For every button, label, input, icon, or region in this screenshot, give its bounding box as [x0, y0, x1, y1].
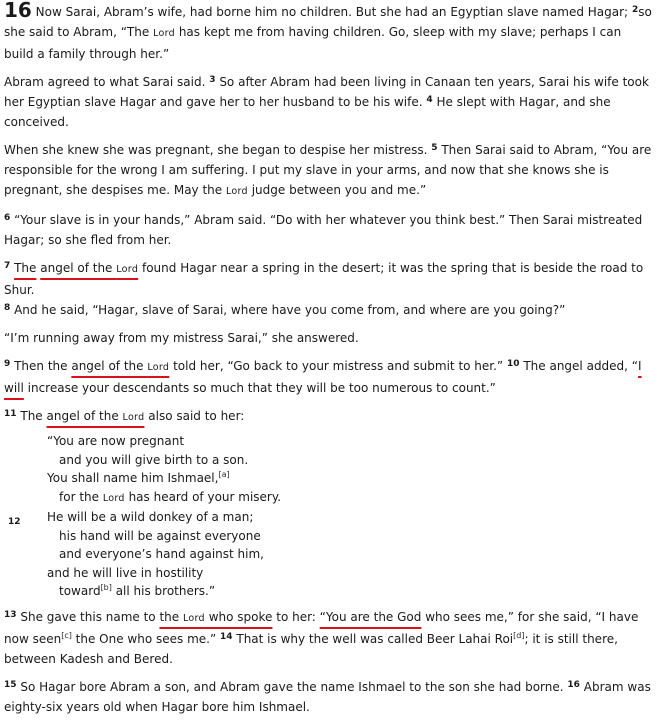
small-caps-lord: Lord — [102, 492, 125, 504]
paragraph-5 — [4, 258, 654, 320]
verse-4-text: He slept with Hagar, and she conceived. — [4, 95, 611, 129]
underlined-the: The — [14, 261, 37, 275]
underlined-angel-of-the-lord — [71, 359, 169, 373]
verse-number-12: 12 — [8, 517, 21, 527]
verse-5-text-cont: judge between you and me.” — [247, 183, 427, 197]
angel-of-the-text: angel of the — [46, 409, 123, 423]
paragraph-1 — [4, 0, 654, 64]
verse-number-6: 6 — [4, 213, 11, 223]
verse-1-text: Now Sarai, Abram’s wife, had borne him no children. But she had an Egyptian slave named Hagar; — [35, 5, 629, 19]
footnote-a-link[interactable]: [a] — [218, 470, 230, 479]
verse-14-text-cont: ; it is still there, between Kadesh and Bered. — [4, 631, 618, 666]
angel-of-the-text: angel of the — [71, 359, 148, 373]
verse-3-text: So after Abram had been living in Canaan ten years, Sarai his wife took her Egyptian slave Hagar and gave her to her husband to be his wife. — [4, 75, 649, 109]
poem-line-text: for the — [59, 489, 103, 504]
the-text: The — [20, 409, 43, 423]
verse-11-text: also said to her: — [144, 409, 245, 423]
poem-line: and he will live in hostility — [47, 565, 204, 580]
verse-15-text: So Hagar bore Abram a son, and Abram gave the name Ishmael to the son she had borne. — [20, 679, 564, 694]
poem-block — [4, 432, 654, 601]
verse-number-8: 8 — [4, 303, 11, 313]
verse-13-text-cont: who sees me,” for she said, “I have now seen — [4, 609, 639, 646]
paragraph-7 — [4, 356, 654, 398]
verse-10-text: The angel added, “ — [523, 359, 639, 373]
verse-4-end: When she knew she was pregnant, she began to despise her mistress. — [4, 143, 428, 157]
who-spoke-text: who spoke — [204, 609, 273, 624]
verse-7-text: found Hagar near a spring in the desert; it was the spring that is beside the road to Shur. — [4, 261, 644, 297]
poem-line: and everyone’s hand against him, — [59, 547, 264, 561]
poem-line — [4, 488, 654, 509]
verse-6-text: “Your slave is in your hands,” Abram said. “Do with her whatever you think best.” Then Sarai mistreated Hagar; so she fled from her. — [4, 213, 643, 247]
verse-number-16: 16 — [567, 679, 580, 690]
underlined-you-are-the-god: “You are the God — [319, 609, 422, 624]
chapter-number: 16 — [4, 0, 32, 22]
poem-line: “You are now pregnant — [47, 434, 185, 448]
small-caps-lord: Lord — [116, 264, 139, 275]
verse-10-text-cont: increase your descendants so much that they will be too numerous to count.” — [23, 381, 496, 395]
verse-number-11: 11 — [4, 409, 17, 419]
footnote-c-link[interactable]: [c] — [61, 630, 72, 640]
poem-line — [4, 469, 654, 488]
paragraph-9 — [4, 607, 654, 669]
poem-line: his hand will be against everyone — [59, 528, 261, 543]
verse-number-3: 3 — [209, 75, 216, 85]
paragraph-3 — [4, 140, 654, 202]
verse-number-13: 13 — [4, 609, 17, 620]
verse-2-text-cont: has kept me from having children. Go, sleep with my slave; perhaps I can build a family through her.” — [4, 25, 622, 61]
underlined-i-will: I will — [4, 359, 642, 395]
paragraph-6 — [4, 328, 654, 348]
poem-line-text: has heard of your misery. — [124, 489, 282, 504]
verse-number-7: 7 — [4, 261, 11, 271]
paragraph-2 — [4, 72, 654, 132]
small-caps-lord: Lord — [225, 186, 248, 197]
underlined-the-lord-who-spoke — [159, 610, 272, 624]
small-caps-lord: Lord — [122, 412, 145, 423]
verse-number-14: 14 — [220, 631, 233, 642]
poem-line-text: toward — [59, 584, 101, 598]
small-caps-lord: Lord — [182, 612, 205, 624]
underlined-angel-of-the-lord — [40, 261, 138, 275]
poem-line: He will be a wild donkey of a man; — [47, 510, 254, 524]
angel-of-the-text: angel of the — [40, 261, 117, 275]
paragraph-8 — [4, 406, 654, 428]
verse-13-end: the One who sees me.” — [71, 631, 217, 646]
verse-14-text: That is why the well was called Beer Lahai Roi — [236, 631, 514, 646]
verse-5-text: Then Sarai said to Abram, “You are responsible for the wrong I am suffering. I put my slave in your arms, and now that she knows she is pregnant, she despises me. May the — [4, 143, 652, 197]
verse-8-answer: “I’m running away from my mistress Sarai,” she answered. — [4, 331, 359, 345]
paragraph-10 — [4, 677, 654, 717]
verse-2-text: so she said to Abram, “The — [4, 5, 652, 39]
poem-line — [4, 582, 654, 601]
poem-line-text: all his brothers.” — [111, 584, 216, 598]
verse-16-text: Abram was eighty-six years old when Hagar bore him Ishmael. — [4, 679, 651, 714]
verse-9-text-cont: told her, “Go back to your mistress and submit to her.” — [169, 359, 504, 373]
small-caps-lord: Lord — [153, 28, 175, 39]
underlined-angel-of-the-lord — [47, 409, 145, 423]
verse-number-2: 2 — [631, 5, 639, 15]
poem-line-text: You shall name him Ishmael, — [47, 471, 219, 485]
footnote-b-link[interactable]: [b] — [100, 583, 112, 592]
verse-13-text-cont: to her: — [272, 609, 320, 624]
verse-2-end: Abram agreed to what Sarai said. — [4, 75, 206, 89]
verse-9-text: Then the — [14, 359, 72, 373]
verse-number-5: 5 — [431, 143, 438, 153]
verse-number-9: 9 — [4, 359, 11, 369]
verse-13-text: She gave this name to — [20, 609, 160, 624]
paragraph-4 — [4, 210, 654, 250]
poem-line: and you will give birth to a son. — [59, 452, 249, 467]
verse-8-text: And he said, “Hagar, slave of Sarai, where have you come from, and where are you going?” — [14, 303, 566, 317]
verse-number-15: 15 — [4, 679, 17, 690]
passage — [4, 0, 654, 725]
verse-number-4: 4 — [426, 95, 433, 105]
small-caps-lord: Lord — [147, 362, 170, 373]
verse-number-10: 10 — [506, 359, 520, 369]
the-text: the — [159, 609, 183, 624]
footnote-d-link[interactable]: [d] — [513, 630, 525, 640]
